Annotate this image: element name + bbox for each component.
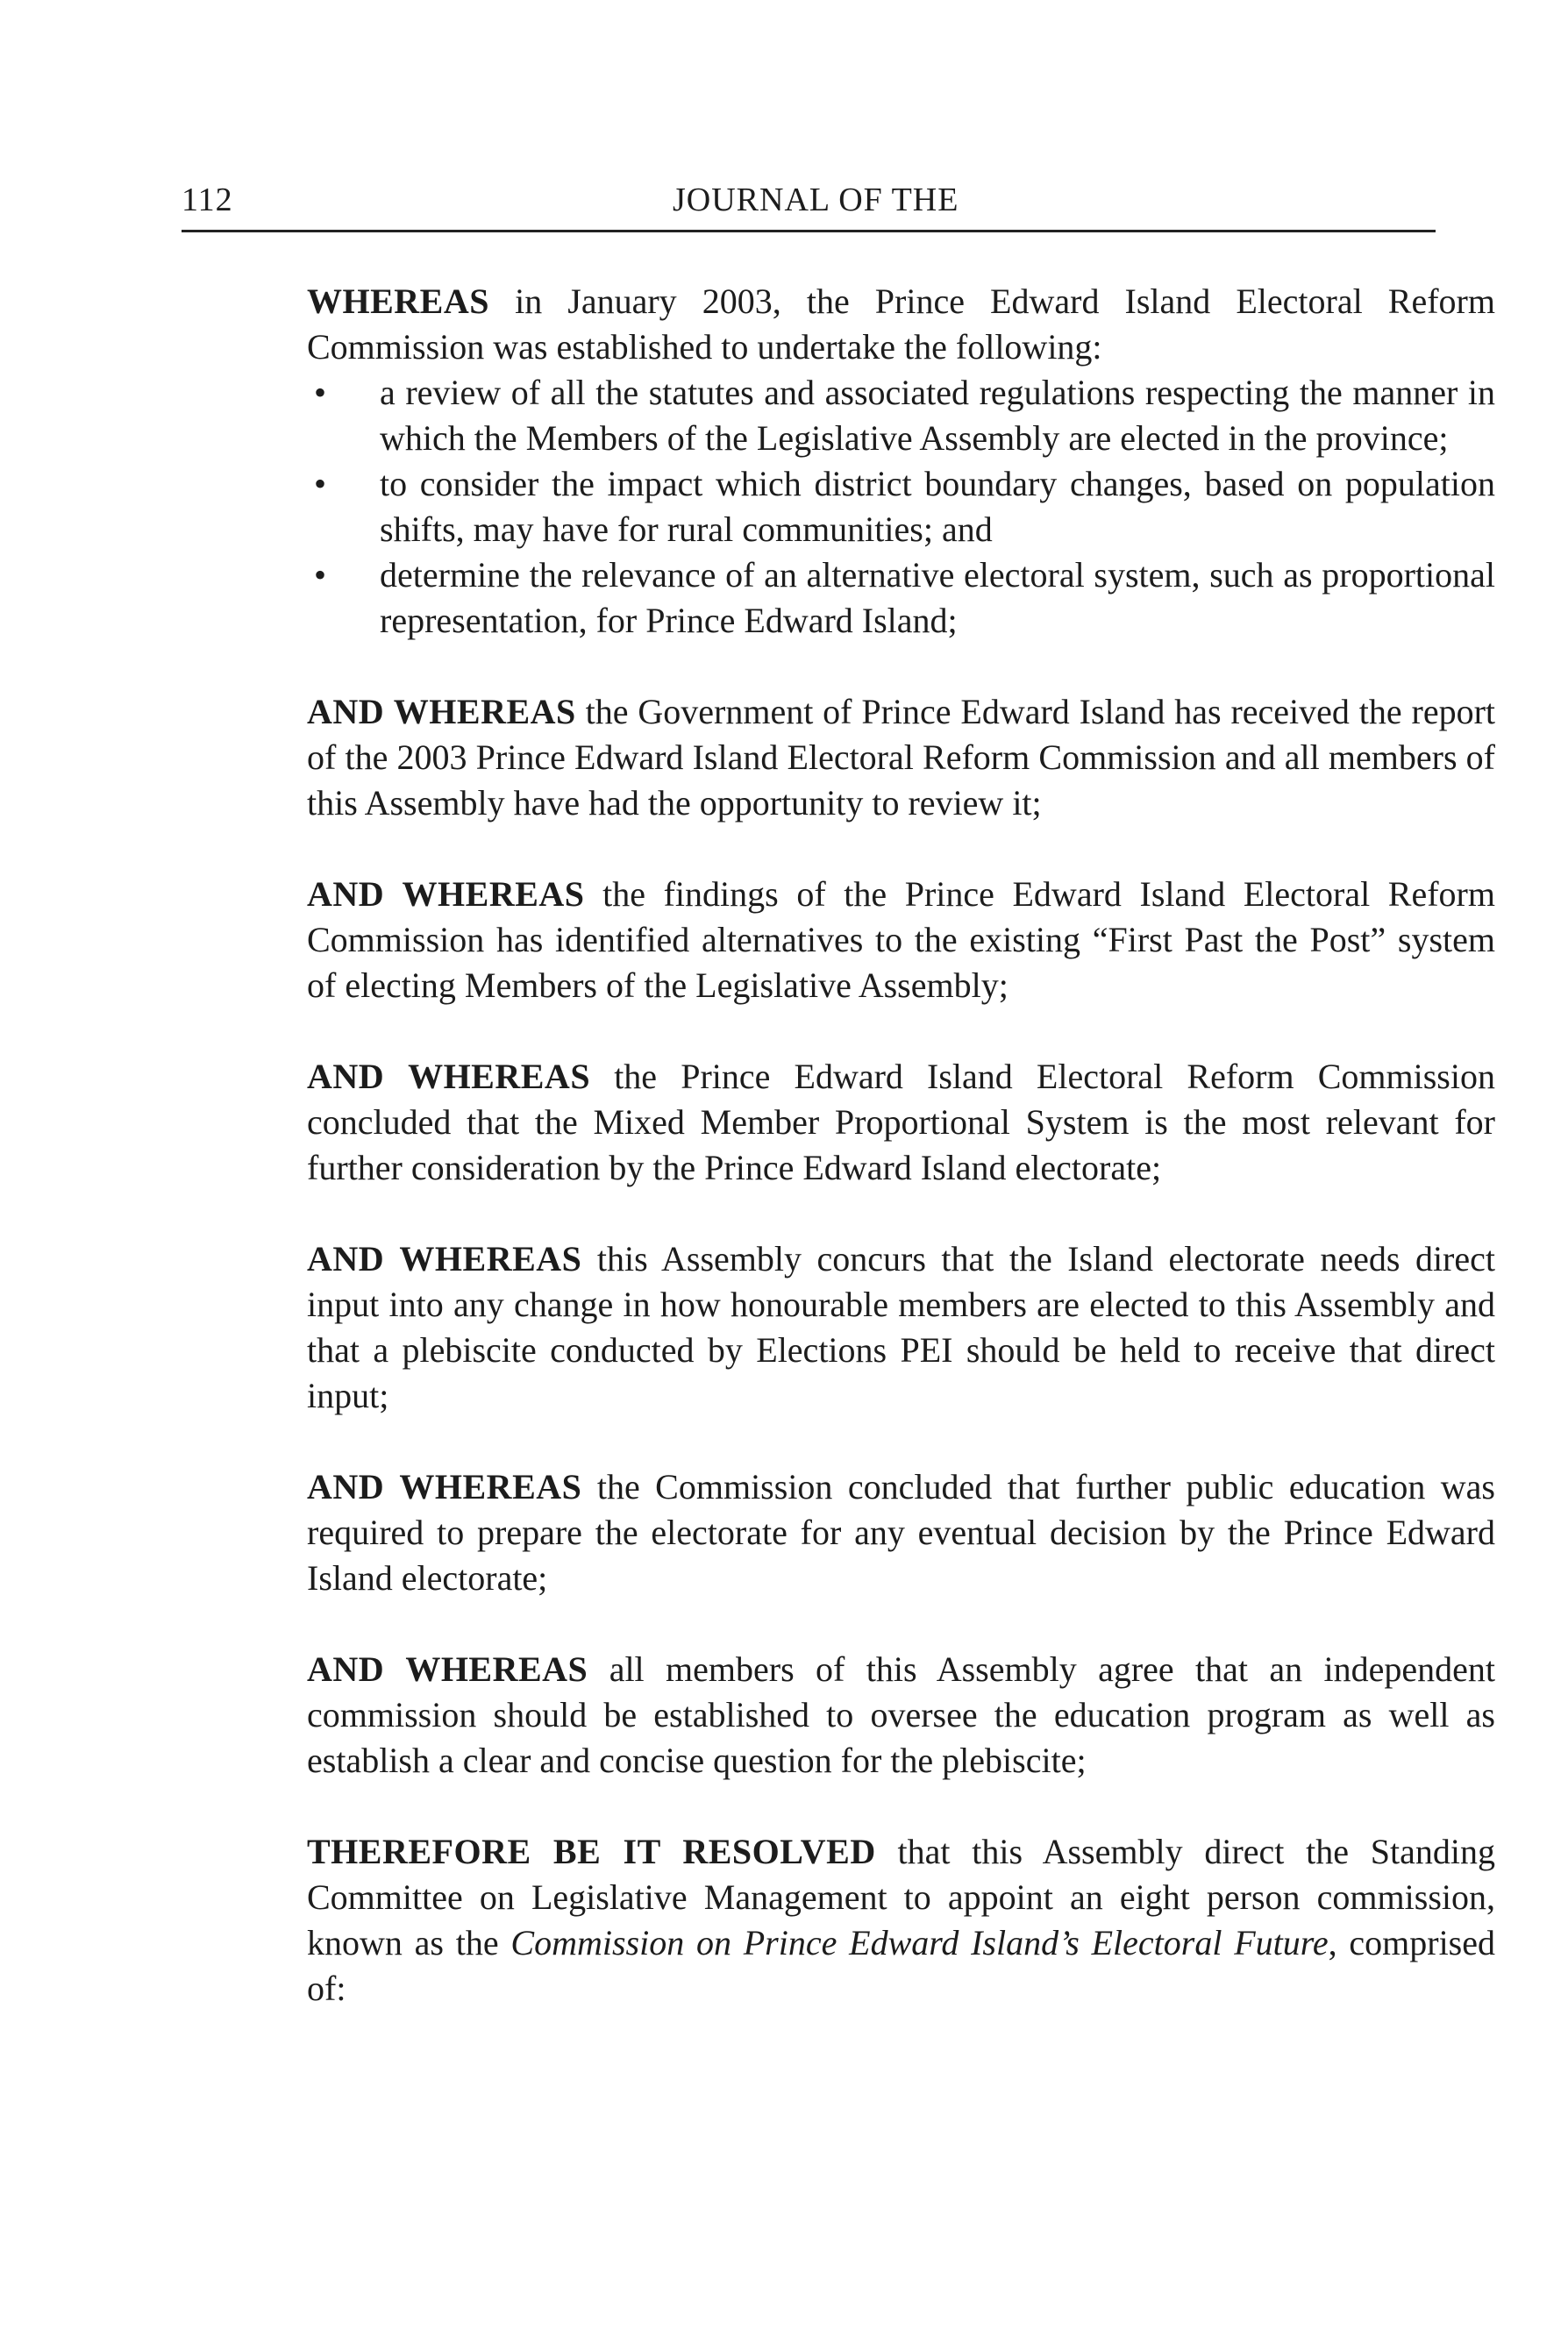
paragraph-lead: AND WHEREAS bbox=[307, 1649, 588, 1689]
paragraph-lead: AND WHEREAS bbox=[307, 874, 585, 914]
resolution-lead: THEREFORE BE IT RESOLVED bbox=[307, 1832, 876, 1871]
list-item bbox=[307, 552, 1495, 644]
motion-text bbox=[307, 279, 1495, 2057]
journal-title: JOURNAL OF THE bbox=[673, 182, 959, 218]
paragraph-text: this Assembly concurs that the Island electorate needs direct input into any change in how honourable members are elected to this Assembly and that a plebiscite conducted by Elections PEI should be held to receive that direct input; bbox=[307, 1239, 1495, 1415]
whereas-paragraph-3 bbox=[307, 872, 1495, 1008]
list-item-text: determine the relevance of an alternative electoral system, such as proportional representation, for Prince Edward Island; bbox=[380, 555, 1495, 640]
paragraph-lead: AND WHEREAS bbox=[307, 1467, 582, 1506]
bullet-icon: • bbox=[314, 464, 327, 503]
list-item-text: a review of all the statutes and associated regulations respecting the manner in which the Members of the Legislative Assembly are elected in the province; bbox=[380, 373, 1495, 458]
bullet-icon: • bbox=[314, 555, 327, 595]
running-header bbox=[182, 181, 1436, 232]
paragraph-text: all members of this Assembly agree that an independent commission should be established to oversee the education program as well as establish a clear and concise question for the plebiscite; bbox=[307, 1649, 1495, 1780]
bullet-icon: • bbox=[314, 373, 327, 412]
list-item-text: to consider the impact which district boundary changes, based on population shifts, may have for rural communities; and bbox=[380, 464, 1495, 549]
paragraph-lead: AND WHEREAS bbox=[307, 692, 576, 731]
whereas-paragraph-4 bbox=[307, 1054, 1495, 1191]
whereas-paragraph-1 bbox=[307, 279, 1495, 370]
paragraph-text: the Government of Prince Edward Island has received the report of the 2003 Prince Edward Island Electoral Reform Commission and all members of this Assembly have had the opportunity to review it; bbox=[307, 692, 1495, 823]
paragraph-lead: WHEREAS bbox=[307, 281, 489, 321]
paragraph-text: the findings of the Prince Edward Island Electoral Reform Commission has identified alternatives to the existing “First Past the Post” system of electing Members of the Legislative Assembly; bbox=[307, 874, 1495, 1005]
paragraph-text: the Commission concluded that further public education was required to prepare the electorate for any eventual decision by the Prince Edward Island electorate; bbox=[307, 1467, 1495, 1598]
whereas-paragraph-6 bbox=[307, 1464, 1495, 1601]
list-item bbox=[307, 461, 1495, 552]
resolution-text: that this Assembly direct the Standing Committee on Legislative Management to appoint an eight person commission, known as the bbox=[307, 1832, 1496, 1962]
paragraph-text: in January 2003, the Prince Edward Island Electoral Reform Commission was established to undertake the following: bbox=[307, 281, 1495, 367]
paragraph-lead: AND WHEREAS bbox=[307, 1057, 591, 1096]
whereas-paragraph-7 bbox=[307, 1647, 1495, 1784]
paragraph-text: the Prince Edward Island Electoral Reform Commission concluded that the Mixed Member Proportional System is the most relevant for further consideration by the Prince Edward Island electorate; bbox=[307, 1057, 1495, 1187]
commission-mandate-list bbox=[307, 370, 1495, 644]
resolution-tail: , comprised of: bbox=[307, 1923, 1496, 2008]
whereas-paragraph-2 bbox=[307, 689, 1495, 826]
paragraph-lead: AND WHEREAS bbox=[307, 1239, 582, 1278]
whereas-paragraph-5 bbox=[307, 1236, 1495, 1419]
commission-name: Commission on Prince Edward Island’s Electoral Future bbox=[510, 1923, 1329, 1962]
resolution-paragraph bbox=[307, 1829, 1495, 2012]
list-item bbox=[307, 370, 1495, 461]
page-number: 112 bbox=[182, 182, 233, 218]
